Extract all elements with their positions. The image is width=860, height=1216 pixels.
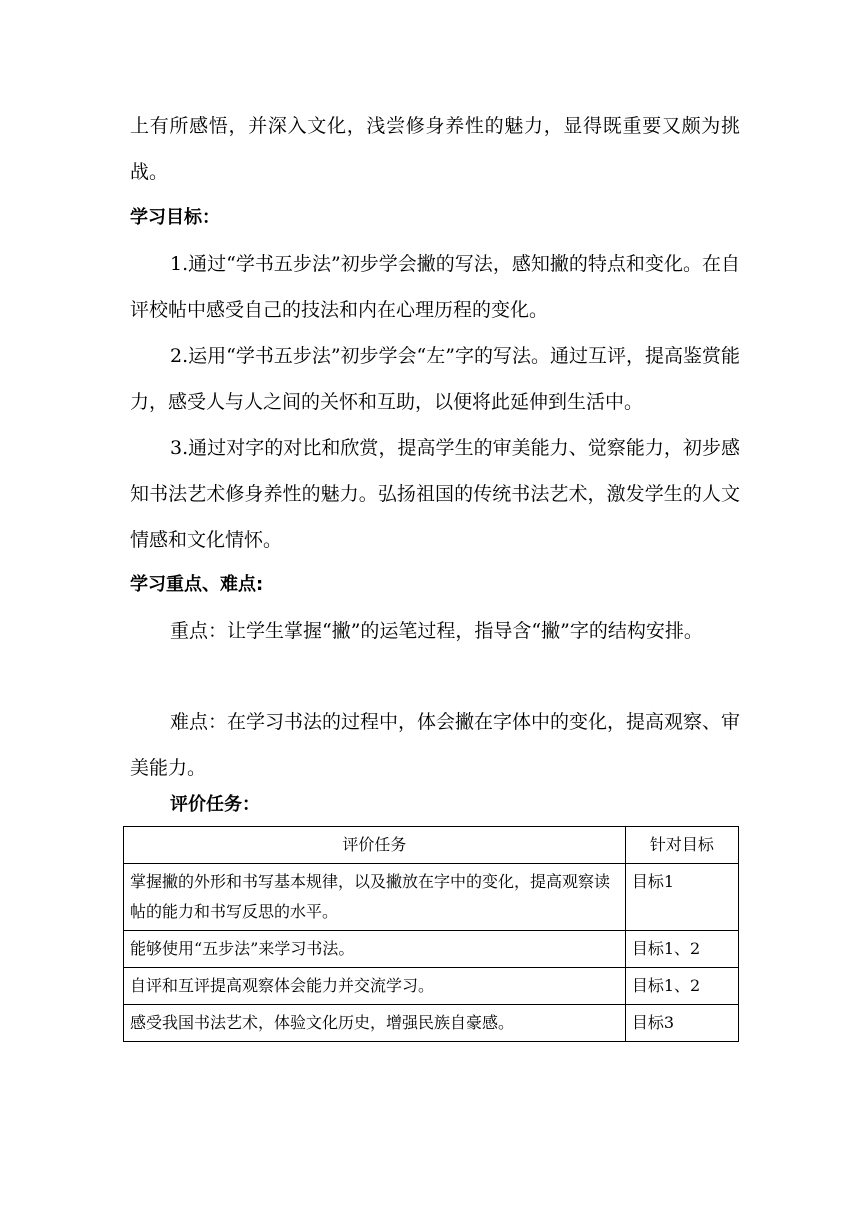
table-row: [124, 968, 739, 1005]
table-header-row: [124, 827, 739, 864]
key-points-heading: 学习重点、难点:: [130, 574, 264, 595]
key-point-paragraph: 重点：让学生掌握“撇”的运笔过程，指导含“撇”字的结构安排。: [170, 620, 703, 642]
objectives-heading: 学习目标：: [130, 207, 220, 228]
header-goal: 针对目标: [625, 827, 738, 864]
cell-task: 自评和互评提高观察体会能力并交流学习。: [124, 968, 626, 1005]
objective-1-paragraph: 1.通过“学书五步法”初步学会撇的写法，感知撇的特点和变化。在自评校帖中感受自己的技法和内在心理历程的变化。: [130, 253, 740, 321]
intro-continuation-paragraph: 上有所感悟，并深入文化，浅尝修身养性的魅力，显得既重要又颇为挑战。: [130, 115, 740, 183]
objective-3-paragraph: 3.通过对字的对比和欣赏，提高学生的审美能力、觉察能力，初步感知书法艺术修身养性的魅力。弘扬祖国的传统书法艺术，激发学生的人文情感和文化情怀。: [130, 437, 740, 551]
table-row: [124, 931, 739, 968]
evaluation-table-wrapper: [123, 826, 739, 1042]
evaluation-heading: 评价任务：: [170, 794, 260, 815]
header-task: 评价任务: [124, 827, 626, 864]
cell-task: 感受我国书法艺术，体验文化历史，增强民族自豪感。: [124, 1005, 626, 1042]
table-row: [124, 864, 739, 931]
cell-task: 掌握撇的外形和书写基本规律，以及撇放在字中的变化，提高观察读帖的能力和书写反思的水平。: [124, 864, 626, 931]
difficult-point-paragraph: 难点：在学习书法的过程中，体会撇在字体中的变化，提高观察、审美能力。: [130, 711, 741, 779]
evaluation-table: [123, 826, 739, 1042]
cell-goal: 目标3: [625, 1005, 738, 1042]
objective-2-paragraph: 2.运用“学书五步法”初步学会“左”字的写法。通过互评，提高鉴赏能力，感受人与人之间的关怀和互助，以便将此延伸到生活中。: [130, 345, 740, 413]
cell-goal: 目标1、2: [625, 968, 738, 1005]
table-row: [124, 1005, 739, 1042]
cell-task: 能够使用“五步法”来学习书法。: [124, 931, 626, 968]
cell-goal: 目标1: [625, 864, 738, 931]
cell-goal: 目标1、2: [625, 931, 738, 968]
